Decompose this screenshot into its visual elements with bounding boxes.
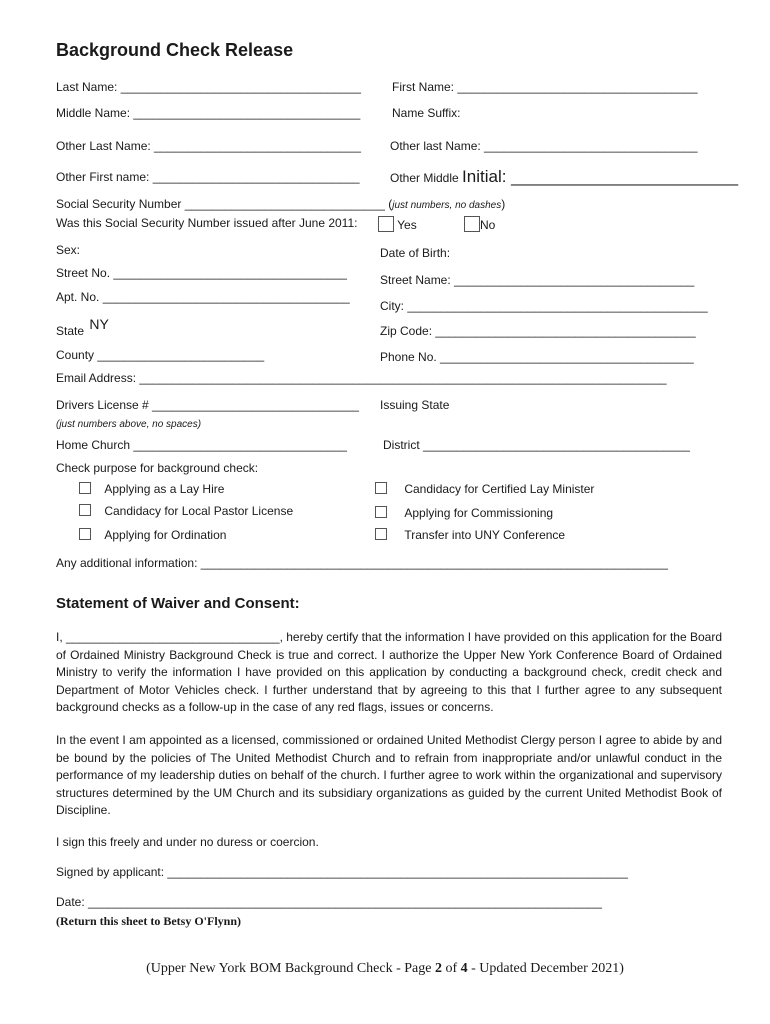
purpose-checkbox[interactable]: [79, 504, 91, 516]
dob-field[interactable]: Date of Birth:: [380, 246, 451, 260]
first-name-field[interactable]: First Name: ____________________________________: [392, 80, 698, 94]
middle-name-field[interactable]: Middle Name: __________________________________: [56, 106, 361, 120]
yes-option[interactable]: [378, 216, 417, 232]
purpose-option-local-pastor[interactable]: [79, 504, 293, 518]
state-field[interactable]: [56, 316, 109, 338]
license-hint: (just numbers above, no spaces): [56, 419, 202, 430]
purpose-checkbox[interactable]: [375, 528, 387, 540]
purpose-label-commissioning: Applying for Commissioning: [404, 506, 554, 520]
purpose-checkbox[interactable]: [375, 482, 387, 494]
last-name-field[interactable]: Last Name: ____________________________________: [56, 80, 361, 94]
purpose-option-lay-minister[interactable]: [375, 482, 594, 496]
county-field[interactable]: County _________________________: [56, 348, 265, 362]
yes-checkbox[interactable]: [378, 216, 394, 232]
purpose-option-ordination[interactable]: [79, 528, 226, 542]
purpose-checkbox[interactable]: [79, 528, 91, 540]
other-middle-initial-line: Initial: ________________________: [462, 167, 739, 186]
signature-field[interactable]: Signed by applicant: _____________________________________________________________________: [56, 865, 628, 879]
state-value: NY: [89, 316, 109, 332]
no-checkbox[interactable]: [464, 216, 480, 232]
return-note: (Return this sheet to Betsy O'Flynn): [56, 914, 241, 928]
other-last-name-field-2[interactable]: Other last Name: ________________________________: [390, 139, 698, 153]
other-middle-initial-field[interactable]: [390, 167, 738, 187]
waiver-paragraph-2: In the event I am appointed as a licensed, commissioned or ordained United Methodist Clergy person I agree to abide by and be bound by the policies of The United Methodist Church and to refrain from inappropriate and/or unlawful conduct in the performance of my leadership duties on behalf of the church. I further agree to work within the organizational and supervisory structures determined by the UM Church and its subsidiary organizations as guided by the current United Methodist Book of Discipline.: [56, 733, 722, 817]
purpose-option-lay-hire[interactable]: [79, 482, 224, 496]
drivers-license-field[interactable]: Drivers License # _______________________________: [56, 398, 359, 412]
zip-code-field[interactable]: Zip Code: _______________________________________: [380, 324, 696, 338]
footer-total: 4: [460, 961, 468, 976]
other-middle-prefix: Other Middle: [390, 171, 459, 185]
no-label: No: [480, 218, 496, 232]
name-suffix-field[interactable]: Name Suffix:: [392, 106, 461, 120]
state-label: State: [56, 324, 85, 338]
waiver-paragraph-1: I, ________________________________, hereby certify that the information I have provided on this application for the Board of Ordained Ministry Background Check is true and correct. I authorize the Upper New York Conference Board of Ordained Ministry to verify the information I have provided on this application by conducting a background check, credit check and Department of Motor Vehicles check. I further understand that by agreeing to this that I further agree to any subsequent background checks as a follow-up in the case of any red flags, issues or concerns.: [56, 630, 722, 714]
no-option[interactable]: [464, 216, 495, 232]
ssn-question: Was this Social Security Number issued after June 2011:: [56, 216, 358, 230]
district-field[interactable]: District ________________________________________: [383, 438, 690, 452]
email-field[interactable]: Email Address: _______________________________________________________________________________: [56, 371, 667, 385]
apt-no-field[interactable]: Apt. No. _____________________________________: [56, 290, 350, 304]
purpose-label: Check purpose for background check:: [56, 461, 259, 475]
page-footer: [0, 961, 770, 977]
purpose-label-ordination: Applying for Ordination: [104, 528, 227, 542]
yes-label: Yes: [397, 218, 417, 232]
date-field[interactable]: Date: _____________________________________________________________________________: [56, 895, 602, 909]
ssn-close: ): [501, 197, 506, 211]
ssn-field[interactable]: [56, 197, 505, 211]
purpose-checkbox[interactable]: [79, 482, 91, 494]
sex-field[interactable]: Sex:: [56, 243, 81, 257]
home-church-field[interactable]: Home Church ________________________________: [56, 438, 347, 452]
purpose-option-commissioning[interactable]: [375, 506, 553, 520]
footer-of: of: [441, 961, 461, 976]
purpose-label-local-pastor: Candidacy for Local Pastor License: [104, 504, 294, 518]
ssn-hint: just numbers, no dashes: [392, 200, 502, 211]
other-first-name-field[interactable]: Other First name: _______________________________: [56, 170, 360, 184]
footer-suffix: - Updated December 2021): [467, 961, 624, 976]
street-name-field[interactable]: Street Name: ____________________________________: [380, 273, 695, 287]
form-title: Background Check Release: [56, 40, 294, 60]
other-last-name-field[interactable]: Other Last Name: _______________________________: [56, 139, 361, 153]
additional-info-field[interactable]: Any additional information: ______________________________________________________________________: [56, 556, 668, 570]
purpose-label-transfer: Transfer into UNY Conference: [404, 528, 566, 542]
phone-field[interactable]: Phone No. ______________________________________: [380, 350, 694, 364]
ssn-label: Social Security Number ______________________________ (: [56, 197, 393, 211]
purpose-label-lay-hire: Applying as a Lay Hire: [104, 482, 225, 496]
footer-page: 2: [434, 961, 442, 976]
footer-prefix: (Upper New York BOM Background Check - Page: [146, 961, 435, 976]
street-no-field[interactable]: Street No. ___________________________________: [56, 266, 347, 280]
city-field[interactable]: City: _____________________________________________: [380, 299, 708, 313]
purpose-checkbox[interactable]: [375, 506, 387, 518]
purpose-label-lay-minister: Candidacy for Certified Lay Minister: [404, 482, 595, 496]
waiver-heading: Statement of Waiver and Consent:: [56, 595, 300, 612]
waiver-paragraph-3: I sign this freely and under no duress or coercion.: [56, 835, 319, 849]
purpose-option-transfer[interactable]: [375, 528, 565, 542]
issuing-state-field[interactable]: Issuing State: [380, 398, 450, 412]
